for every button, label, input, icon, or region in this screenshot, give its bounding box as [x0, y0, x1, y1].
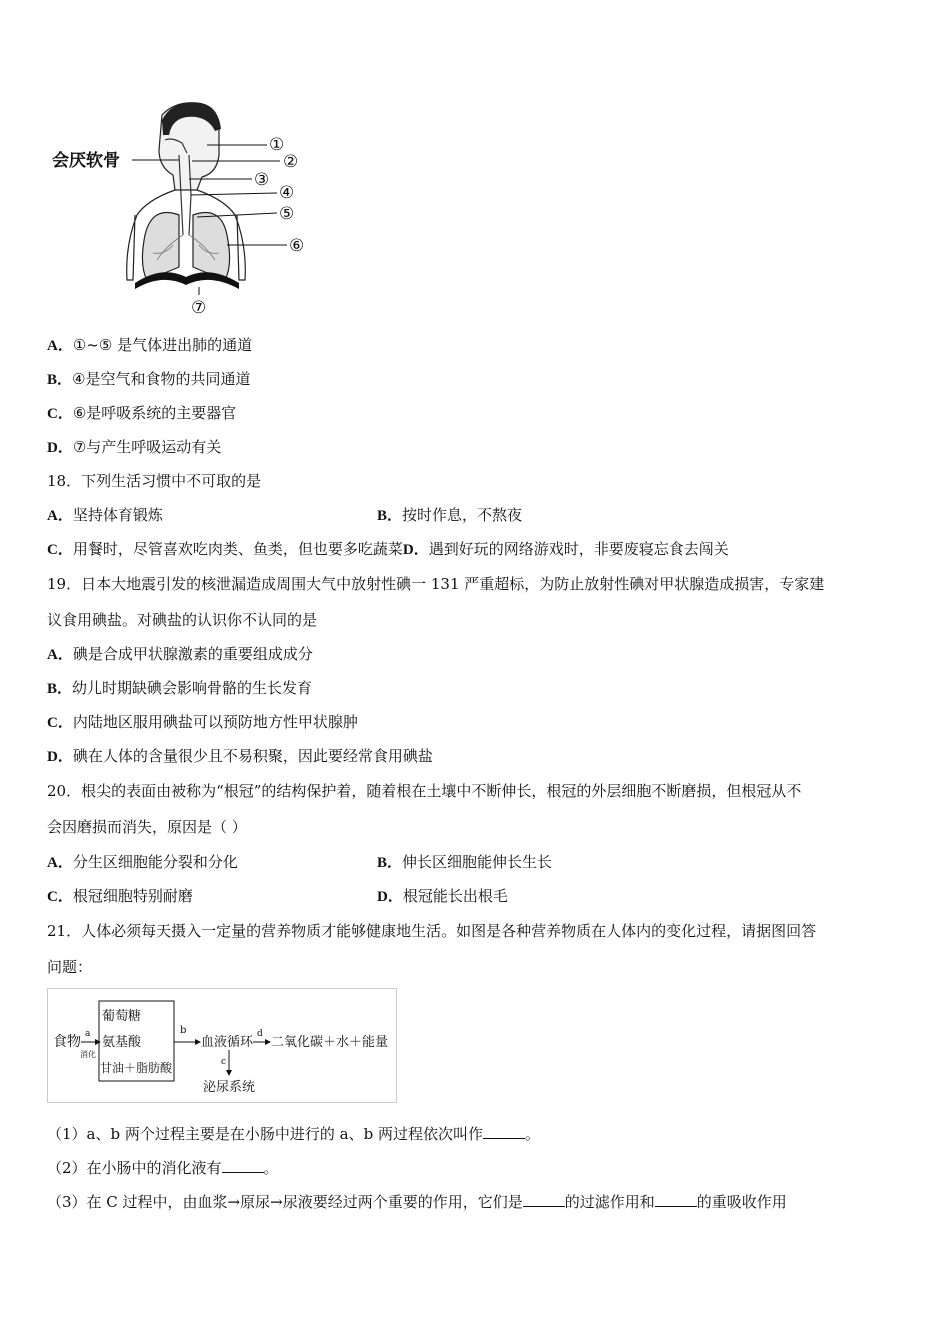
q19-option-a: A．碘是合成甲状腺激素的重要组成成分	[47, 645, 313, 663]
q21-sub-1: （1）a、b 两个过程主要是在小肠中进行的 a、b 两过程依次叫作 。	[47, 1125, 540, 1143]
q19-option-d: D．碘在人体的含量很少且不易积聚，因此要经常食用碘盐	[47, 747, 433, 765]
answer-blank[interactable]	[523, 1192, 565, 1207]
nutrient-glucose: 葡萄糖	[102, 1009, 142, 1024]
q19-stem-1: 19．日本大地震引发的核泄漏造成周围大气中放射性碘一 131 严重超标，为防止放射性碘对甲状腺造成损害，专家建	[47, 575, 825, 593]
q19-option-b: B．幼儿时期缺碘会影响骨骼的生长发育	[47, 679, 313, 697]
q17-option-a: A．①~⑤ 是气体进出肺的通道	[47, 336, 253, 354]
q19-stem-2: 议食用碘盐。对碘盐的认识你不认同的是	[47, 611, 318, 629]
marker-5: ⑤	[279, 204, 295, 224]
epiglottis-label: 会厌软骨	[52, 151, 120, 170]
answer-blank[interactable]	[222, 1158, 264, 1173]
q20-option-d: D．根冠能长出根毛	[377, 887, 508, 905]
food-label: 食物	[53, 1033, 81, 1049]
process-a-label: a	[85, 1029, 91, 1039]
q17-option-b: B．④是空气和食物的共同通道	[47, 370, 251, 388]
products-label: 二氧化碳＋水＋能量	[271, 1035, 389, 1050]
q20-option-b: B．伸长区细胞能伸长生长	[377, 853, 553, 871]
q20-stem-1: 20．根尖的表面由被称为“根冠”的结构保护着，随着根在土壤中不断伸长，根冠的外层细胞不断磨损，但根冠从不	[47, 782, 802, 800]
process-d-label: d	[257, 1029, 263, 1039]
right-lung	[193, 213, 230, 281]
q20-option-c: C．根冠细胞特别耐磨	[47, 887, 193, 905]
urinary-system-label: 泌尿系统	[203, 1080, 256, 1095]
q19-option-c: C．内陆地区服用碘盐可以预防地方性甲状腺肿	[47, 713, 358, 731]
q18-option-a: A．坚持体育锻炼	[47, 506, 163, 524]
q20-option-a: A．分生区细胞能分裂和分化	[47, 853, 238, 871]
marker-6: ⑥	[289, 236, 305, 256]
q17-option-c: C．⑥是呼吸系统的主要器官	[47, 404, 237, 422]
q18-option-cd: C．用餐时，尽管喜欢吃肉类、鱼类，但也要多吃蔬菜D．遇到好玩的网络游戏时，非要废寝忘食去闯关	[47, 540, 729, 558]
marker-3: ③	[254, 170, 270, 190]
q18-stem: 18．下列生活习惯中不可取的是	[47, 472, 262, 490]
answer-blank[interactable]	[483, 1124, 525, 1139]
respiratory-system-figure	[47, 95, 322, 320]
marker-7: ⑦	[191, 298, 207, 318]
left-lung	[142, 213, 179, 281]
q17-option-d: D．⑦与产生呼吸运动有关	[47, 438, 222, 456]
q18-option-b: B．按时作息，不熬夜	[377, 506, 523, 524]
q21-sub-2: （2）在小肠中的消化液有 。	[47, 1159, 279, 1177]
nutrient-flow-figure	[47, 988, 397, 1103]
marker-2: ②	[283, 152, 299, 172]
nutrient-amino-acid: 氨基酸	[102, 1035, 142, 1050]
marker-1: ①	[269, 135, 285, 155]
q21-stem-1: 21．人体必须每天摄入一定量的营养物质才能够健康地生活。如图是各种营养物质在人体内的变化过程，请据图回答	[47, 922, 817, 940]
blood-circulation-label: 血液循环	[201, 1035, 254, 1050]
q21-sub-3: （3）在 C 过程中，由血浆→原尿→尿液要经过两个重要的作用，它们是 的过滤作用和 的重吸收作用	[47, 1193, 787, 1211]
process-b-label: b	[180, 1025, 187, 1036]
answer-blank[interactable]	[655, 1192, 697, 1207]
process-c-label: c	[221, 1057, 227, 1067]
nutrient-glycerol-fatty-acid: 甘油＋脂肪酸	[100, 1061, 173, 1075]
q20-stem-2: 会因磨损而消失，原因是（ ）	[47, 818, 247, 836]
digest-label: 消化	[80, 1050, 96, 1059]
marker-4: ④	[279, 183, 295, 203]
q21-stem-2: 问题：	[47, 958, 93, 976]
